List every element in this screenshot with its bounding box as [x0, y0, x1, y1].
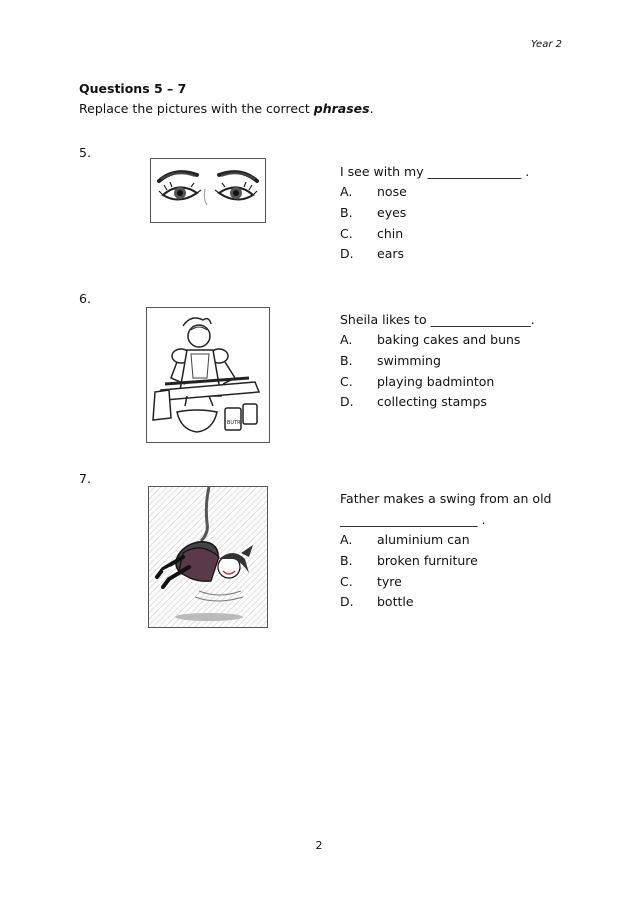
question-7-option-a[interactable]: A. aluminium can: [340, 532, 470, 547]
question-7-stem-line2: ______________________ .: [340, 512, 486, 527]
question-6-option-d[interactable]: D. collecting stamps: [340, 394, 487, 409]
woman-baking-icon: [146, 307, 270, 443]
question-7-number: 7.: [79, 471, 91, 486]
question-7-option-d[interactable]: D. bottle: [340, 594, 414, 609]
question-5-option-b[interactable]: B. eyes: [340, 205, 407, 220]
question-7-stem: Father makes a swing from an old: [340, 491, 552, 506]
question-6-option-a[interactable]: A. baking cakes and buns: [340, 332, 521, 347]
question-5-option-c[interactable]: C. chin: [340, 226, 404, 241]
jar-label: BUTR: [227, 420, 241, 426]
question-5-number: 5.: [79, 145, 91, 160]
section-title: Questions 5 – 7: [79, 81, 187, 96]
section-instruction: Replace the pictures with the correct phrases.: [79, 101, 374, 116]
question-5-option-d[interactable]: D. ears: [340, 246, 405, 261]
question-6-stem: Sheila likes to ________________.: [340, 312, 535, 327]
question-7-option-c[interactable]: C. tyre: [340, 574, 402, 589]
page-number: 2: [315, 839, 323, 852]
girl-on-tyre-swing-icon: [148, 486, 268, 628]
question-6-option-c[interactable]: C. playing badminton: [340, 374, 495, 389]
instruction-emphasis: phrases: [313, 101, 370, 116]
question-6-number: 6.: [79, 291, 91, 306]
question-7-option-b[interactable]: B. broken furniture: [340, 553, 478, 568]
year-label: Year 2: [531, 39, 562, 50]
question-5-option-a[interactable]: A. nose: [340, 184, 407, 199]
question-6-option-b[interactable]: B. swimming: [340, 353, 441, 368]
eyes-icon: [150, 158, 266, 223]
question-5-stem: I see with my _______________ .: [340, 164, 530, 179]
